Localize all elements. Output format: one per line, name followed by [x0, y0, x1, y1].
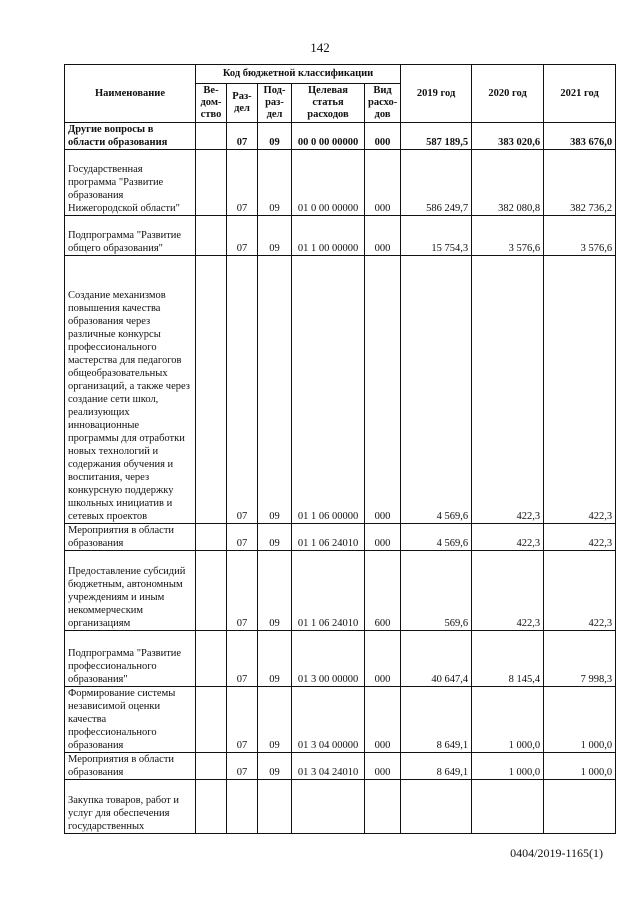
- header-2020: 2020 год: [472, 65, 544, 123]
- row-2020: 383 020,6: [472, 123, 544, 150]
- row-2020: 3 576,6: [472, 216, 544, 256]
- row-razdel: 07: [227, 631, 258, 687]
- row-vid: 000: [365, 753, 401, 780]
- row-name: Предоставление субсидий бюджетным, автономным учреждениям и иным некоммерческим организациям: [65, 551, 196, 631]
- row-podrazdel: 09: [258, 687, 292, 753]
- row-2021: 383 676,0: [544, 123, 616, 150]
- row-vid: 000: [365, 524, 401, 551]
- row-2020: 422,3: [472, 524, 544, 551]
- row-razdel: 07: [227, 216, 258, 256]
- table-row: [65, 123, 616, 150]
- row-2021: 1 000,0: [544, 687, 616, 753]
- row-vid: 000: [365, 123, 401, 150]
- row-podrazdel: 09: [258, 631, 292, 687]
- row-vedomstvo: [196, 524, 227, 551]
- table-row: [65, 256, 616, 524]
- row-target: 01 3 04 00000: [292, 687, 365, 753]
- row-2020: 1 000,0: [472, 687, 544, 753]
- row-2021: [544, 780, 616, 834]
- row-vid: 000: [365, 631, 401, 687]
- row-vid: 000: [365, 150, 401, 216]
- row-2021: 422,3: [544, 524, 616, 551]
- row-vedomstvo: [196, 256, 227, 524]
- table-row: [65, 551, 616, 631]
- row-podrazdel: 09: [258, 753, 292, 780]
- row-vid: [365, 780, 401, 834]
- row-2019: 15 754,3: [401, 216, 472, 256]
- row-vedomstvo: [196, 123, 227, 150]
- row-podrazdel: 09: [258, 216, 292, 256]
- row-vid: 000: [365, 216, 401, 256]
- header-target: Целевая статья расходов: [292, 84, 365, 123]
- row-2021: 422,3: [544, 256, 616, 524]
- row-podrazdel: 09: [258, 256, 292, 524]
- row-target: 01 1 06 24010: [292, 524, 365, 551]
- row-vedomstvo: [196, 631, 227, 687]
- row-name: Мероприятия в области образования: [65, 524, 196, 551]
- row-vedomstvo: [196, 687, 227, 753]
- header-podrazdel: Под-раз-дел: [258, 84, 292, 123]
- row-target: 01 1 06 24010: [292, 551, 365, 631]
- row-2019: 40 647,4: [401, 631, 472, 687]
- row-2020: 422,3: [472, 551, 544, 631]
- row-vid: 600: [365, 551, 401, 631]
- header-2021: 2021 год: [544, 65, 616, 123]
- row-target: 01 1 00 00000: [292, 216, 365, 256]
- row-razdel: 07: [227, 753, 258, 780]
- row-target: 01 3 04 24010: [292, 753, 365, 780]
- row-2020: 422,3: [472, 256, 544, 524]
- budget-table: [64, 64, 616, 834]
- row-name: Другие вопросы в области образования: [65, 123, 196, 150]
- table-row: [65, 687, 616, 753]
- page-number: 142: [310, 40, 330, 55]
- row-vedomstvo: [196, 753, 227, 780]
- table-row: [65, 780, 616, 834]
- row-2019: 4 569,6: [401, 256, 472, 524]
- document-code: 0404/2019-1165(1): [510, 846, 603, 860]
- row-2020: 1 000,0: [472, 753, 544, 780]
- table-row: [65, 150, 616, 216]
- row-name: Подпрограмма "Развитие профессионального образования": [65, 631, 196, 687]
- row-2019: 587 189,5: [401, 123, 472, 150]
- row-2020: 382 080,8: [472, 150, 544, 216]
- row-razdel: 07: [227, 551, 258, 631]
- row-2020: 8 145,4: [472, 631, 544, 687]
- row-razdel: [227, 780, 258, 834]
- row-2021: 3 576,6: [544, 216, 616, 256]
- row-2020: [472, 780, 544, 834]
- row-vedomstvo: [196, 551, 227, 631]
- row-name: Формирование системы независимой оценки качества профессионального образования: [65, 687, 196, 753]
- row-podrazdel: 09: [258, 524, 292, 551]
- row-target: [292, 780, 365, 834]
- row-2021: 7 998,3: [544, 631, 616, 687]
- header-vid: Вид расхо-дов: [365, 84, 401, 123]
- row-podrazdel: [258, 780, 292, 834]
- row-2019: 8 649,1: [401, 687, 472, 753]
- row-podrazdel: 09: [258, 150, 292, 216]
- row-2021: 422,3: [544, 551, 616, 631]
- table-row: [65, 524, 616, 551]
- header-vedomstvo: Ве-дом-ство: [196, 84, 227, 123]
- row-vid: 000: [365, 256, 401, 524]
- row-target: 00 0 00 00000: [292, 123, 365, 150]
- row-2021: 382 736,2: [544, 150, 616, 216]
- row-razdel: 07: [227, 687, 258, 753]
- header-name: Наименование: [65, 65, 196, 123]
- row-name: Мероприятия в области образования: [65, 753, 196, 780]
- row-name: Подпрограмма "Развитие общего образования": [65, 216, 196, 256]
- row-2019: [401, 780, 472, 834]
- row-name: Создание механизмов повышения качества образования через различные конкурсы профессионального мастерства для педагогов общеобразовательных организаций, а также через создание сети школ, реализующих инновационные программы для отработки новых технологий и содержания обучения и воспитания, через конкурсную поддержку школьных инициатив и сетевых проектов: [65, 256, 196, 524]
- row-vedomstvo: [196, 216, 227, 256]
- row-2019: 569,6: [401, 551, 472, 631]
- row-name: Государственная программа "Развитие образования Нижегородской области": [65, 150, 196, 216]
- row-2019: 4 569,6: [401, 524, 472, 551]
- table-row: [65, 753, 616, 780]
- row-podrazdel: 09: [258, 551, 292, 631]
- row-vedomstvo: [196, 150, 227, 216]
- row-target: 01 0 00 00000: [292, 150, 365, 216]
- row-podrazdel: 09: [258, 123, 292, 150]
- table-row: [65, 216, 616, 256]
- row-vedomstvo: [196, 780, 227, 834]
- table-row: [65, 631, 616, 687]
- row-2019: 586 249,7: [401, 150, 472, 216]
- row-razdel: 07: [227, 123, 258, 150]
- header-razdel: Раз-дел: [227, 84, 258, 123]
- row-razdel: 07: [227, 150, 258, 216]
- row-name: Закупка товаров, работ и услуг для обеспечения государственных: [65, 780, 196, 834]
- row-target: 01 3 00 00000: [292, 631, 365, 687]
- row-target: 01 1 06 00000: [292, 256, 365, 524]
- row-razdel: 07: [227, 256, 258, 524]
- row-2019: 8 649,1: [401, 753, 472, 780]
- row-vid: 000: [365, 687, 401, 753]
- header-2019: 2019 год: [401, 65, 472, 123]
- header-code-group: Код бюджетной классификации: [196, 65, 401, 84]
- row-2021: 1 000,0: [544, 753, 616, 780]
- row-razdel: 07: [227, 524, 258, 551]
